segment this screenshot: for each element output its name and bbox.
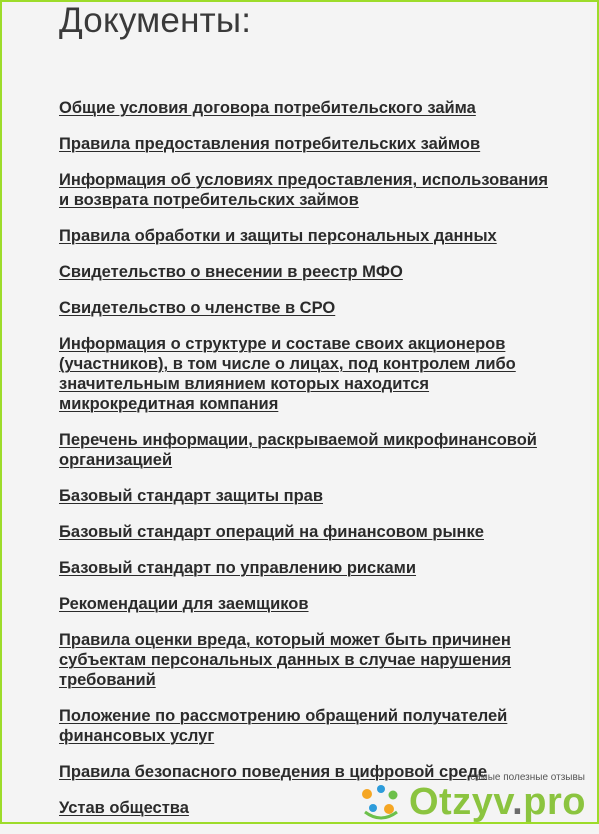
document-link[interactable]: Устав общества [59,799,189,817]
otzyv-watermark [357,772,593,822]
watermark-caption: самые полезные отзывы [470,772,585,783]
list-item [59,262,559,282]
document-link[interactable]: Правила предоставления потребительских займов [59,135,481,153]
documents-list [59,98,559,818]
document-link[interactable]: Базовый стандарт операций на финансовом рынке [59,523,484,541]
list-item [59,334,559,414]
document-link[interactable]: Правила безопасного поведения в цифровой среде [59,763,488,781]
list-item [59,98,559,118]
list-item [59,134,559,154]
watermark-brand [409,782,586,822]
watermark-brand-dot: . [512,781,524,823]
document-link[interactable]: Информация об условиях предоставления, использования и возврата потребительских займов [59,171,549,209]
document-link[interactable]: Информация о структуре и составе своих акционеров (участников), в том числе о лицах, под контролем либо значительным влиянием которых находится микрокредитная компания [59,335,516,413]
list-item [59,430,559,470]
document-link[interactable]: Правила оценки вреда, который может быть причинен субъектам персональных данных в случае нарушения требований [59,631,512,689]
list-item [59,170,559,210]
document-link[interactable]: Общие условия договора потребительского займа [59,99,476,117]
otzyv-logo-icon [357,782,405,822]
document-link[interactable]: Базовый стандарт защиты прав [59,487,323,505]
list-item [59,486,559,506]
document-link[interactable]: Положение по рассмотрению обращений получателей финансовых услуг [59,707,508,745]
page-title: Документы: [59,1,252,40]
documents-section [59,0,559,834]
watermark-brand-tld: pro [523,781,586,823]
document-link[interactable]: Рекомендации для заемщиков [59,595,309,613]
list-item [59,706,559,746]
watermark-brand-main: Otzyv [409,781,513,823]
list-item [59,522,559,542]
document-link[interactable]: Базовый стандарт по управлению рисками [59,559,417,577]
list-item [59,558,559,578]
document-link[interactable]: Свидетельство о членстве в СРО [59,299,336,317]
document-link[interactable]: Правила обработки и защиты персональных данных [59,227,497,245]
list-item [59,630,559,690]
list-item [59,298,559,318]
list-item [59,594,559,614]
document-link[interactable]: Перечень информации, раскрываемой микрофинансовой организацией [59,431,537,469]
document-link[interactable]: Свидетельство о внесении в реестр МФО [59,263,403,281]
list-item [59,226,559,246]
